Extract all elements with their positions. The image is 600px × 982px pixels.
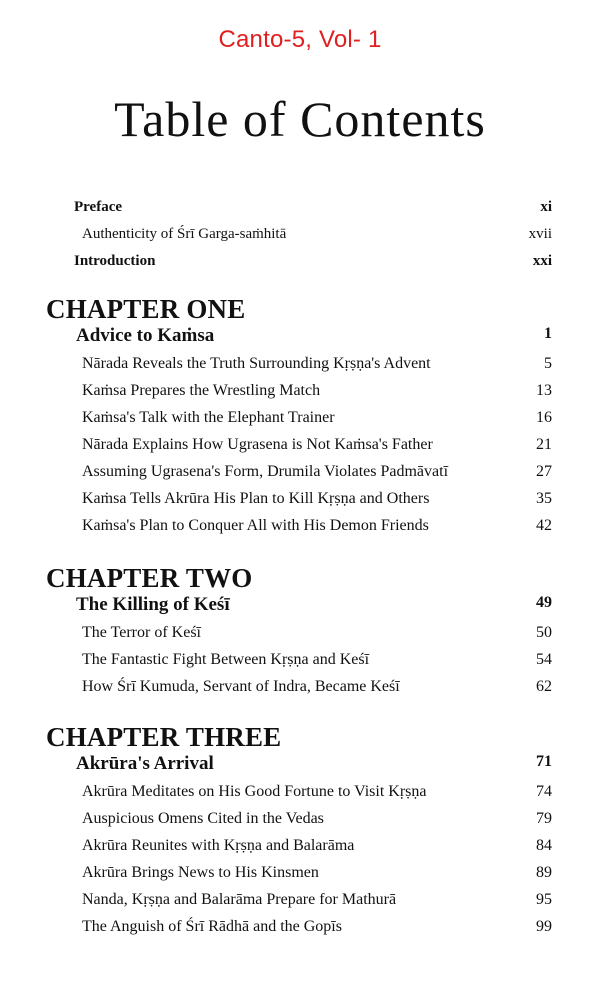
chapter-title-row <box>0 753 600 777</box>
section-page: 79 <box>536 810 552 827</box>
toc-section <box>0 382 600 406</box>
section-page: 27 <box>536 463 552 480</box>
toc-section <box>0 490 600 514</box>
toc-section <box>0 678 600 702</box>
section-page: 42 <box>536 517 552 534</box>
chapter-page: 71 <box>536 753 552 770</box>
section-label: Akrūra Reunites with Kṛṣṇa and Balarāma <box>82 837 355 854</box>
toc-section <box>0 651 600 675</box>
canto-label: Canto-5, Vol- 1 <box>218 26 382 53</box>
toc-entry-label: Preface <box>74 199 123 215</box>
chapter-page: 1 <box>544 325 552 342</box>
chapter-title: The Killing of Keśī <box>76 594 230 615</box>
section-label: How Śrī Kumuda, Servant of Indra, Became Keśī <box>82 678 400 695</box>
toc-entry-page: xvii <box>528 226 552 242</box>
section-label: Kaṁsa's Plan to Conquer All with His Demon Friends <box>82 517 429 534</box>
section-page: 84 <box>536 837 552 854</box>
toc-section <box>0 918 600 942</box>
section-label: Akrūra Meditates on His Good Fortune to Visit Kṛṣṇa <box>82 783 427 800</box>
toc-entry-preface <box>0 199 600 223</box>
toc-section <box>0 355 600 379</box>
toc-section <box>0 463 600 487</box>
toc-entry-page: xxi <box>532 253 552 269</box>
section-page: 35 <box>536 490 552 507</box>
chapter-heading: CHAPTER THREE <box>46 722 282 752</box>
section-label: The Fantastic Fight Between Kṛṣṇa and Keśī <box>82 651 370 668</box>
chapter-title: Akrūra's Arrival <box>76 753 214 774</box>
toc-section <box>0 810 600 834</box>
toc-section <box>0 409 600 433</box>
chapter-title-row <box>0 325 600 349</box>
toc-section <box>0 837 600 861</box>
section-page: 99 <box>536 918 552 935</box>
section-label: Akrūra Brings News to His Kinsmen <box>82 864 319 881</box>
section-label: Kaṁsa Prepares the Wrestling Match <box>82 382 321 399</box>
toc-section <box>0 517 600 541</box>
toc-entry-label: Introduction <box>74 253 156 269</box>
section-label: The Terror of Keśī <box>82 624 201 641</box>
section-page: 74 <box>536 783 552 800</box>
section-page: 62 <box>536 678 552 695</box>
section-page: 95 <box>536 891 552 908</box>
section-page: 13 <box>536 382 552 399</box>
section-page: 21 <box>536 436 552 453</box>
section-page: 89 <box>536 864 552 881</box>
chapter-page: 49 <box>536 594 552 611</box>
section-label: The Anguish of Śrī Rādhā and the Gopīs <box>82 918 342 935</box>
section-label: Kaṁsa Tells Akrūra His Plan to Kill Kṛṣṇa and Others <box>82 490 430 507</box>
toc-section <box>0 891 600 915</box>
chapter-heading: CHAPTER ONE <box>46 294 246 324</box>
toc-entry-authenticity <box>0 226 600 250</box>
section-label: Assuming Ugrasena's Form, Drumila Violates Padmāvatī <box>82 463 449 480</box>
section-label: Nārada Reveals the Truth Surrounding Kṛṣṇa's Advent <box>82 355 431 372</box>
section-page: 16 <box>536 409 552 426</box>
chapter-title: Advice to Kaṁsa <box>76 325 215 346</box>
toc-section <box>0 783 600 807</box>
toc-section <box>0 624 600 648</box>
chapter-heading: CHAPTER TWO <box>46 563 253 593</box>
page-title: Table of Contents <box>114 91 486 147</box>
toc-section <box>0 864 600 888</box>
section-label: Kaṁsa's Talk with the Elephant Trainer <box>82 409 335 426</box>
chapter-title-row <box>0 594 600 618</box>
section-label: Auspicious Omens Cited in the Vedas <box>82 810 324 827</box>
toc-entry-page: xi <box>540 199 552 215</box>
section-page: 54 <box>536 651 552 668</box>
section-label: Nārada Explains How Ugrasena is Not Kaṁsa's Father <box>82 436 433 453</box>
section-page: 5 <box>544 355 552 372</box>
toc-section <box>0 436 600 460</box>
section-page: 50 <box>536 624 552 641</box>
section-label: Nanda, Kṛṣṇa and Balarāma Prepare for Mathurā <box>82 891 397 908</box>
toc-entry-label: Authenticity of Śrī Garga-saṁhitā <box>82 226 287 242</box>
toc-entry-introduction <box>0 253 600 277</box>
